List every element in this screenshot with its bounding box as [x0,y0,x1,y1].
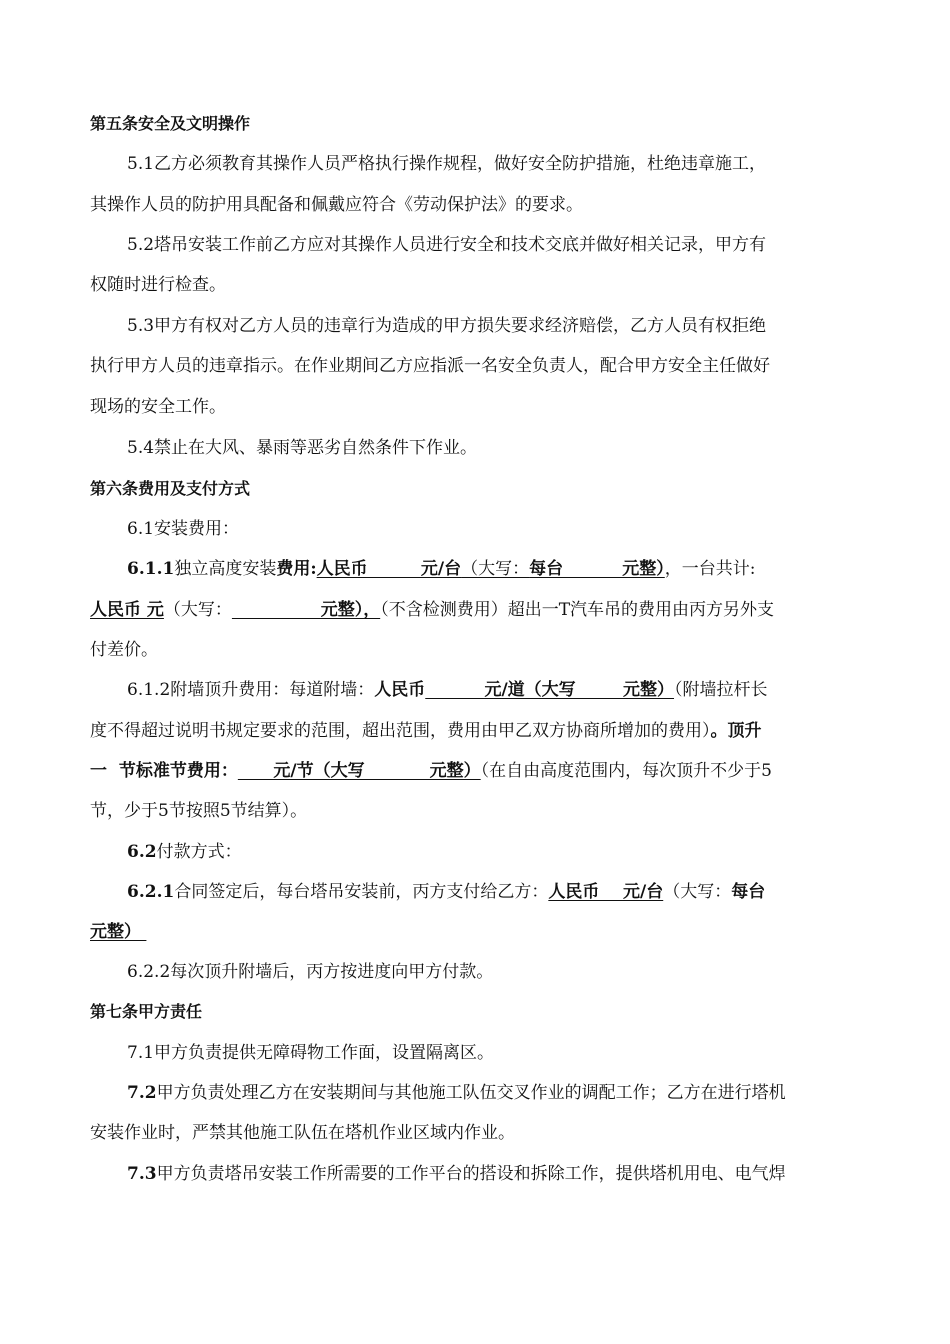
fee-label: 一 节标准节费用： [90,761,238,781]
paragraph-5-2-line-2: 权随时进行检查。 [90,275,226,295]
payment-uppercase-blank: 元整） [90,922,141,942]
clause-number: 6.1.1 [127,559,175,579]
clause-text-tail: （附墙拉杆长 [674,680,768,700]
paragraph-6-1-2-line-2 [90,719,762,743]
paragraph-6-1-2-line-3 [90,759,772,783]
fee-uppercase-label: （大写： [461,559,530,579]
fee-amount-blank: 人民币 元/台 [316,559,462,579]
clause-text: 甲方负责处理乙方在安装期间与其他施工队伍交叉作业的调配工作；乙方在进行塔机 [156,1083,786,1103]
paragraph-6-1-1-line-2 [90,598,774,622]
paragraph-6-1-2-line-4: 节，少于5节按照5节结算）。 [90,801,308,821]
paragraph-5-4: 5.4禁止在大风、暴雨等恶劣自然条件下作业。 [127,438,478,458]
paragraph-5-3-line-3: 现场的安全工作。 [90,397,226,417]
total-amount-blank: 人民币 元 [90,600,164,620]
clause-text: 度不得超过说明书规定要求的范围，超出范围，费用由甲乙双方协商所增加的费用） [90,721,711,741]
clause-text: （不含检测费用）超出一T汽车吊的费用由丙方另外支 [380,600,775,620]
clause-text-tail: ，一台共计: [664,559,756,579]
clause-number: 6.2.1 [127,882,175,902]
fee-label: 费用: [276,559,317,579]
paragraph-5-3-line-2: 执行甲方人员的违章指示。在作业期间乙方应指派一名安全负责人，配合甲方安全主任做好 [90,356,770,376]
paragraph-6-1-1-line-3: 付差价。 [90,640,158,660]
clause-text-bold: 。顶升 [710,721,762,741]
paragraph-6-1: 6.1安装费用： [127,519,240,539]
section-heading-6: 第六条费用及支付方式 [90,479,251,498]
paragraph-6-1-2-line-1 [127,678,768,702]
total-uppercase-label: （大写： [163,600,232,620]
section-heading-7: 第七条甲方责任 [90,1002,203,1021]
paragraph-6-2 [127,840,242,864]
paragraph-5-2-line-1: 5.2塔吊安装工作前乙方应对其操作人员进行安全和技术交底并做好相关记录，甲方有 [127,235,767,255]
clause-text: 合同签定后，每台塔吊安装前，丙方支付给乙方： [174,882,549,902]
paragraph-7-1: 7.1甲方负责提供无障碍物工作面，设置隔离区。 [127,1043,495,1063]
paragraph-5-1-line-1: 5.1乙方必须教育其操作人员严格执行操作规程，做好安全防护措施，杜绝违章施工， [127,154,767,174]
payment-amount-blank: 人民币 元/台 [548,882,664,902]
paragraph-6-2-1-line-2 [90,920,146,944]
paragraph-6-2-2: 6.2.2每次顶升附墙后，丙方按进度向甲方付款。 [127,962,494,982]
total-uppercase-blank: 元整）， [231,600,381,620]
fee-label: 人民币 [374,680,426,700]
paragraph-5-1-line-2: 其操作人员的防护用具配备和佩戴应符合《劳动保护法》的要求。 [90,195,583,215]
paragraph-7-3-line-1 [127,1162,786,1186]
clause-text: 甲方负责塔吊安装工作所需要的工作平台的搭设和拆除工作，提供塔机用电、电气焊 [156,1164,786,1184]
fee-amount-blank: 元/道（大写 元整） [425,680,675,700]
paragraph-6-1-1-line-1 [127,557,756,581]
clause-text: 独立高度安装 [174,559,277,579]
fee-uppercase-blank: 每台 元整） [529,559,665,579]
clause-text: 付款方式： [156,842,242,862]
payment-uppercase-text: 每台 [731,882,766,902]
clause-number: 6.2 [127,842,157,862]
clause-text: 6.1.2附墙顶升费用：每道附墙： [127,680,375,700]
clause-number: 7.3 [127,1164,157,1184]
payment-uppercase-label: （大写： [663,882,732,902]
section-heading-5: 第五条安全及文明操作 [90,114,251,133]
paragraph-7-2-line-2: 安装作业时，严禁其他施工队伍在塔机作业区域内作业。 [90,1123,515,1143]
clause-text: （在自由高度范围内，每次顶升不少于5 [480,761,772,781]
clause-number: 7.2 [127,1083,157,1103]
paragraph-7-2-line-1 [127,1081,786,1105]
fee-amount-blank: 元/节（大写 元整） [237,761,481,781]
paragraph-6-2-1-line-1 [127,880,765,904]
paragraph-5-3-line-1: 5.3甲方有权对乙方人员的违章行为造成的甲方损失要求经济赔偿，乙方人员有权拒绝 [127,316,767,336]
